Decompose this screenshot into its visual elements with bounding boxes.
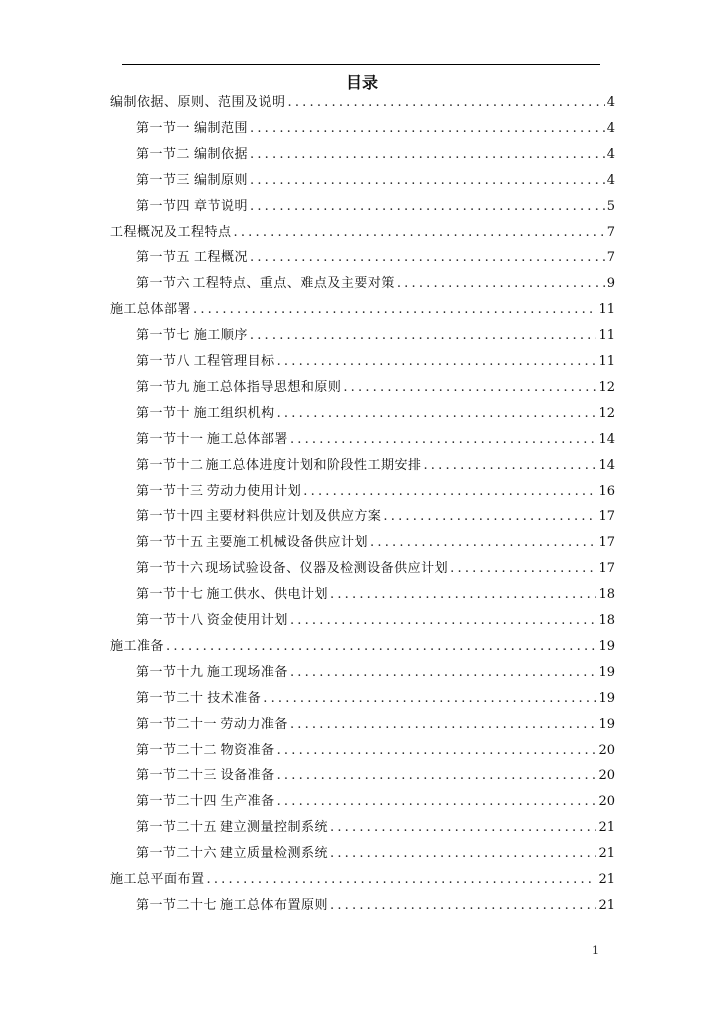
toc-section-entry[interactable]	[136, 843, 615, 865]
toc-entry-title: 编制依据、原则、范围及说明	[110, 95, 286, 110]
toc-dot-leader	[277, 791, 597, 813]
toc-section-entry[interactable]	[136, 584, 615, 606]
toc-section-number: 第一节二十四	[136, 794, 218, 810]
toc-page-number: 21	[598, 846, 615, 862]
toc-dot-leader	[234, 222, 605, 244]
toc-section-number: 第一节五	[136, 250, 191, 266]
toc-page-number: 7	[606, 250, 615, 266]
toc-page-number: 14	[598, 431, 615, 447]
toc-page-number: 21	[598, 897, 615, 913]
toc-section-entry[interactable]	[136, 351, 615, 373]
toc-chapter-entry[interactable]	[110, 299, 615, 321]
toc-page-number: 14	[598, 457, 615, 473]
toc-dot-leader	[277, 765, 597, 787]
toc-section-entry[interactable]	[136, 817, 615, 839]
toc-page-number: 18	[598, 613, 615, 628]
toc-dot-leader	[250, 247, 605, 269]
toc-entry-title: 劳动力准备	[220, 716, 288, 732]
toc-section-number: 第一节二十七	[136, 897, 218, 913]
toc-dot-leader	[277, 351, 597, 373]
toc-section-entry[interactable]	[136, 377, 615, 399]
toc-section-entry[interactable]	[136, 662, 615, 684]
toc-entry-title: 施工准备	[110, 638, 165, 654]
toc-dot-leader	[423, 455, 596, 477]
toc-page-number: 19	[598, 638, 615, 654]
toc-entry-title: 工程特点、重点、难点及主要对策	[192, 276, 395, 292]
toc-page-number: 4	[606, 146, 615, 162]
toc-chapter-entry[interactable]	[110, 222, 615, 244]
toc-entry-title: 编制依据	[193, 146, 248, 162]
toc-page-number: 17	[598, 535, 615, 551]
toc-section-number: 第一节十二	[136, 457, 204, 473]
toc-section-number: 第一节二十三	[136, 768, 218, 784]
toc-entry-title: 生产准备	[220, 794, 275, 810]
toc-page-number: 7	[606, 224, 615, 240]
toc-section-entry[interactable]	[136, 688, 615, 710]
toc-section-number: 第一节九	[136, 379, 191, 395]
toc-dot-leader	[277, 740, 597, 762]
toc-section-number: 第一节二十	[136, 690, 204, 706]
toc-chapter-entry[interactable]	[110, 869, 615, 891]
toc-entry-title: 资金使用计划	[206, 613, 288, 628]
toc-dot-leader	[330, 584, 596, 606]
toc-section-number: 第一节十三	[136, 483, 204, 499]
toc-dot-leader	[330, 843, 596, 865]
toc-page-number: 20	[598, 742, 615, 758]
toc-dot-leader	[450, 558, 596, 580]
toc-entry-title: 物资准备	[220, 742, 275, 758]
toc-page-number: 21	[598, 820, 615, 836]
toc-section-number: 第一节四	[136, 198, 191, 214]
toc-section-number: 第一节一	[136, 120, 191, 136]
toc-entry-title: 编制范围	[193, 120, 248, 136]
toc-dot-leader	[250, 144, 605, 166]
toc-page-number: 21	[598, 872, 615, 887]
toc-section-number: 第一节六	[136, 276, 191, 292]
toc-section-entry[interactable]	[136, 118, 615, 140]
toc-page-number: 4	[606, 120, 615, 136]
toc-page-number: 9	[606, 276, 615, 292]
toc-section-entry[interactable]	[136, 895, 615, 917]
toc-entry-title: 施工现场准备	[206, 664, 288, 680]
toc-entry-title: 编制原则	[193, 172, 248, 188]
toc-dot-leader	[250, 196, 605, 218]
toc-entry-title: 主要施工机械设备供应计划	[206, 535, 369, 551]
toc-section-entry[interactable]	[136, 532, 615, 554]
toc-page-number: 17	[598, 509, 615, 525]
toc-entry-title: 主要材料供应计划及供应方案	[205, 509, 382, 525]
toc-page-number: 19	[598, 664, 615, 680]
toc-section-number: 第一节二十一	[136, 716, 218, 732]
toc-entry-title: 施工顺序	[193, 328, 248, 344]
toc-section-entry[interactable]	[136, 558, 615, 580]
toc-section-number: 第一节二	[136, 146, 191, 162]
toc-section-entry[interactable]	[136, 196, 615, 218]
toc-section-entry[interactable]	[136, 273, 615, 295]
toc-page-number: 20	[598, 768, 615, 784]
toc-dot-leader	[207, 869, 597, 891]
toc-dot-leader	[290, 429, 597, 451]
toc-section-entry[interactable]	[136, 506, 615, 528]
toc-section-number: 第一节十八	[136, 613, 204, 628]
toc-section-number: 第一节二十二	[136, 742, 218, 758]
toc-title: 目录	[345, 73, 378, 92]
toc-entry-title: 施工总平面布置	[110, 872, 205, 887]
toc-section-entry[interactable]	[136, 144, 615, 166]
toc-section-number: 第一节二十五	[136, 820, 218, 836]
toc-dot-leader	[303, 481, 596, 503]
toc-page-number: 16	[598, 483, 615, 499]
toc-section-number: 第一节七	[136, 328, 191, 344]
toc-dot-leader	[250, 325, 597, 347]
toc-page-number: 11	[598, 302, 615, 318]
toc-page-number: 4	[606, 172, 615, 188]
toc-dot-leader	[370, 532, 596, 554]
toc-chapter-entry[interactable]	[110, 92, 615, 114]
toc-dot-leader	[288, 92, 605, 114]
toc-page-number: 12	[598, 405, 615, 421]
toc-entry-title: 劳动力使用计划	[206, 483, 302, 499]
toc-page-number: 19	[598, 690, 615, 706]
toc-page-number: 18	[598, 587, 615, 603]
toc-section-entry[interactable]	[136, 740, 615, 762]
toc-section-entry[interactable]	[136, 403, 615, 425]
toc-entry-title: 技术准备	[207, 690, 262, 706]
page-number: 1	[592, 944, 599, 957]
toc-section-number: 第一节十四	[136, 509, 204, 525]
toc-dot-leader	[397, 273, 605, 295]
toc-section-entry[interactable]	[136, 610, 615, 632]
toc-dot-leader	[330, 895, 596, 917]
toc-section-entry[interactable]	[136, 247, 615, 269]
toc-section-number: 第一节十五	[136, 535, 204, 551]
toc-page-number: 19	[598, 716, 615, 732]
toc-dot-leader	[263, 688, 596, 710]
toc-section-number: 第一节十九	[136, 664, 204, 680]
toc-page-number: 20	[598, 794, 615, 810]
toc-section-entry[interactable]	[136, 765, 615, 787]
toc-entry-title: 施工组织机构	[193, 405, 275, 421]
toc-dot-leader	[290, 610, 597, 632]
toc-entry-title: 施工总体部署	[110, 302, 192, 318]
toc-entry-title: 现场试验设备、仪器及检测设备供应计划	[205, 561, 449, 577]
toc-entry-title: 建立测量控制系统	[219, 820, 328, 836]
toc-dot-leader	[330, 817, 596, 839]
toc-dot-leader	[193, 299, 596, 321]
toc-entry-title: 章节说明	[193, 198, 248, 214]
toc-entry-title: 施工总体指导思想和原则	[192, 379, 342, 395]
toc-section-entry[interactable]	[136, 481, 615, 503]
toc-page-number: 12	[598, 379, 615, 395]
toc-section-entry[interactable]	[136, 325, 615, 347]
toc-section-number: 第一节十六	[136, 561, 204, 577]
toc-page-number: 5	[606, 198, 615, 214]
toc-section-entry[interactable]	[136, 714, 615, 736]
toc-entry-title: 工程概况及工程特点	[110, 224, 232, 240]
toc-page-number: 4	[606, 95, 615, 110]
toc-page-number: 11	[598, 354, 615, 369]
toc-section-number: 第一节八	[136, 354, 191, 369]
toc-page-number: 11	[598, 328, 615, 344]
toc-dot-leader	[343, 377, 596, 399]
toc-dot-leader	[250, 170, 605, 192]
toc-entry-title: 施工总体布置原则	[219, 897, 328, 913]
toc-chapter-entry[interactable]	[110, 636, 615, 658]
toc-entry-title: 施工总体进度计划和阶段性工期安排	[205, 457, 422, 473]
toc-section-entry[interactable]	[136, 429, 615, 451]
toc-dot-leader	[383, 506, 596, 528]
toc-page-number: 17	[598, 561, 615, 577]
toc-dot-leader	[250, 118, 605, 140]
toc-entry-title: 工程概况	[193, 250, 248, 266]
toc-section-number: 第一节三	[136, 172, 191, 188]
toc-dot-leader	[277, 403, 597, 425]
toc-entry-title: 工程管理目标	[193, 354, 275, 369]
toc-section-entry[interactable]	[136, 791, 615, 813]
toc-section-number: 第一节十一	[136, 431, 204, 447]
toc-dot-leader	[166, 636, 596, 658]
toc-section-number: 第一节十	[136, 405, 191, 421]
toc-dot-leader	[290, 714, 597, 736]
toc-entry-title: 设备准备	[220, 768, 275, 784]
toc-section-number: 第一节二十六	[136, 846, 218, 862]
toc-entry-title: 建立质量检测系统	[219, 846, 328, 862]
toc-section-entry[interactable]	[136, 170, 615, 192]
toc-entry-title: 施工总体部署	[206, 431, 288, 447]
toc-section-number: 第一节十七	[136, 587, 204, 603]
toc-dot-leader	[290, 662, 597, 684]
header-rule	[122, 64, 600, 65]
toc-entry-title: 施工供水、供电计划	[206, 587, 328, 603]
toc-section-entry[interactable]	[136, 455, 615, 477]
